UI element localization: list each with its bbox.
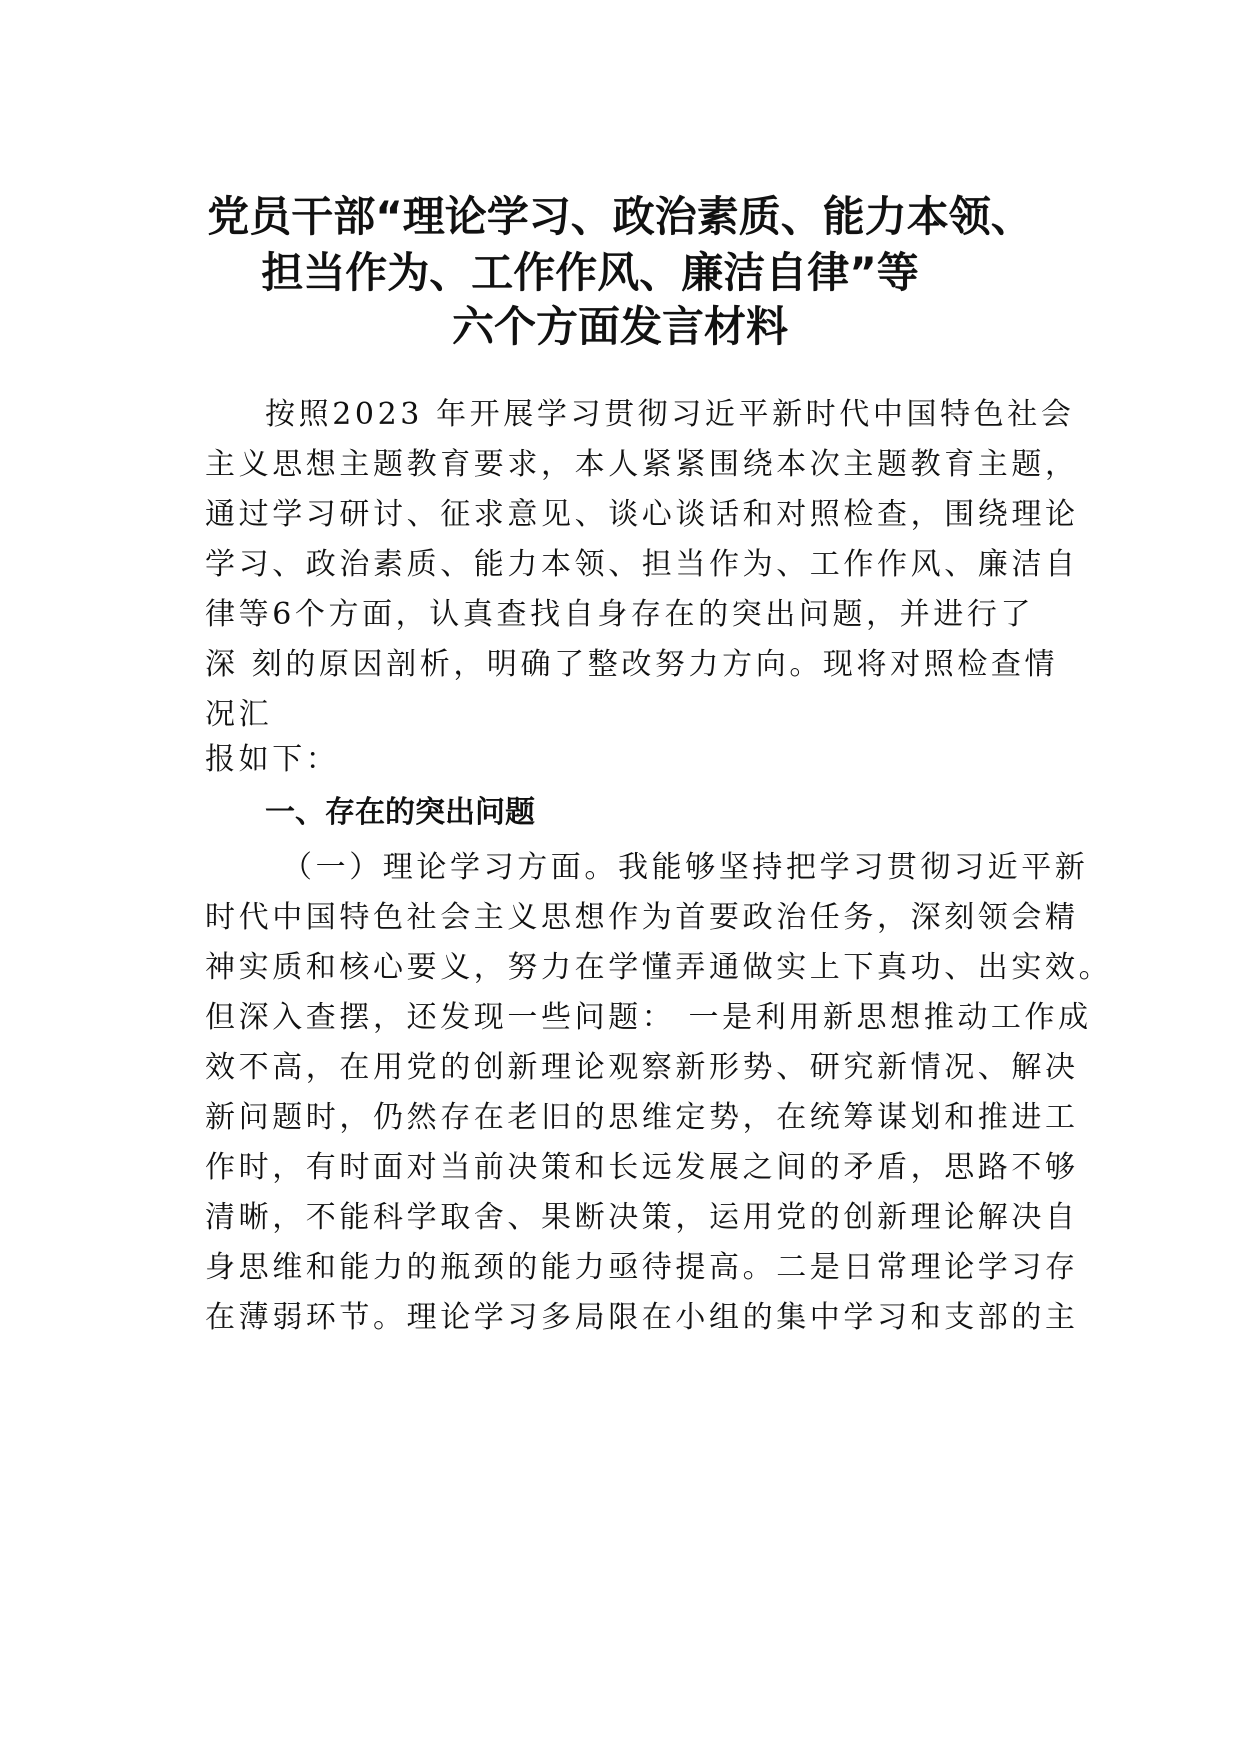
intro-line: 况汇 [205, 697, 273, 732]
intro-line: 主义思想主题教育要求，本人紧紧围绕本次主题教育主题， [205, 447, 1079, 482]
intro-line: 报如下： [205, 742, 340, 777]
intro-line: 律等6个方面，认真查找自身存在的突出问题，并进行了 [205, 597, 1035, 632]
intro-line: 深 刻的原因剖析，明确了整改努力方向。现将对照检查情 [205, 647, 1059, 682]
body-line: 在薄弱环节。理论学习多局限在小组的集中学习和支部的主 [205, 1300, 1079, 1335]
intro-line: 学习、政治素质、能力本领、担当作为、工作作风、廉洁自 [205, 547, 1079, 582]
body-line: 身思维和能力的瓶颈的能力亟待提高。二是日常理论学习存 [205, 1250, 1079, 1285]
intro-line: 通过学习研讨、征求意见、谈心谈话和对照检查，围绕理论 [205, 497, 1079, 532]
body-line: 清晰，不能科学取舍、果断决策，运用党的创新理论解决自 [205, 1200, 1079, 1235]
body-line: 效不高，在用党的创新理论观察新形势、研究新情况、解决 [205, 1050, 1079, 1085]
body-line: 但深入查摆，还发现一些问题： 一是利用新思想推动工作成 [205, 1000, 1092, 1035]
section-heading: 一、存在的突出问题 [265, 795, 535, 830]
document-title-line-2: 担当作为、工作作风、廉洁自律”等 [261, 248, 919, 297]
document-title-line-1: 党员干部“理论学习、政治素质、能力本领、 [207, 192, 1033, 241]
body-line: 作时，有时面对当前决策和长远发展之间的矛盾，思路不够 [205, 1150, 1079, 1185]
body-line: 神实质和核心要义，努力在学懂弄通做实上下真功、出实效。 [205, 950, 1113, 985]
document-title-line-3: 六个方面发言材料 [451, 302, 788, 351]
body-line: 新问题时，仍然存在老旧的思维定势，在统筹谋划和推进工 [205, 1100, 1079, 1135]
intro-line: 按照2023 年开展学习贯彻习近平新时代中国特色社会 [265, 397, 1075, 432]
body-line: 时代中国特色社会主义思想作为首要政治任务，深刻领会精 [205, 900, 1079, 935]
body-line: （一）理论学习方面。我能够坚持把学习贯彻习近平新 [282, 850, 1089, 885]
